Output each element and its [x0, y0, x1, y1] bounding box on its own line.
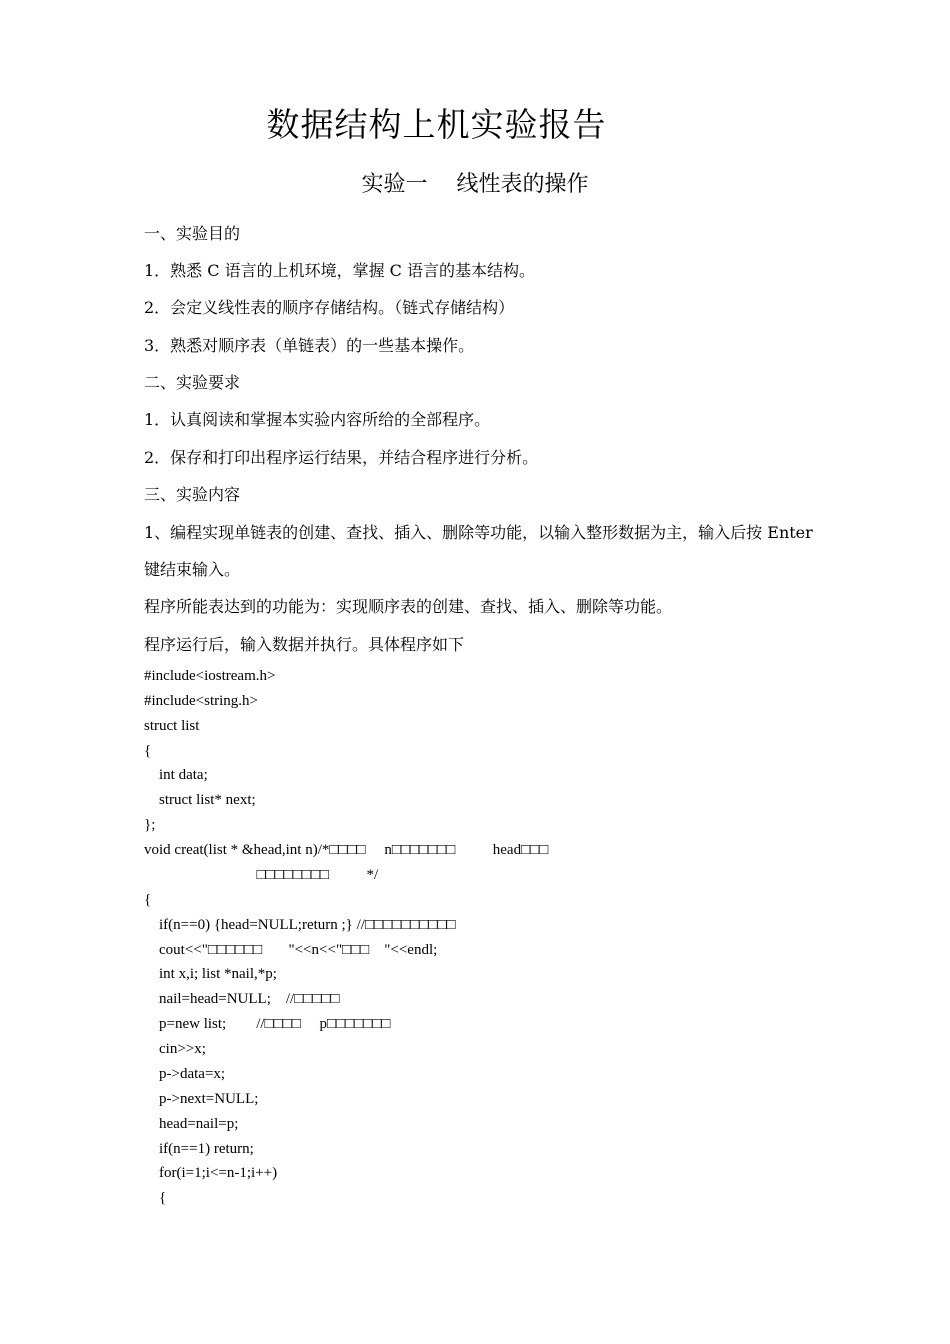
code-line: {	[144, 1190, 167, 1206]
code-line: cin>>x;	[144, 1041, 206, 1057]
code-line: nail=head=NULL; //□□□□□	[144, 991, 340, 1007]
code-line: if(n==1) return;	[144, 1141, 254, 1157]
body-line: 3．熟悉对顺序表（单链表）的一些基本操作。	[144, 336, 475, 355]
experiment-subtitle: 实验一 线性表的操作	[361, 172, 589, 197]
code-line: #include<iostream.h>	[144, 668, 276, 684]
body-line: 2．保存和打印出程序运行结果，并结合程序进行分析。	[144, 448, 539, 467]
code-line: {	[144, 892, 152, 908]
report-title: 数据结构上机实验报告	[266, 105, 607, 144]
code-line: p=new list; //□□□□ p□□□□□□□	[144, 1016, 391, 1032]
code-line: #include<string.h>	[144, 693, 258, 709]
body-line: 2．会定义线性表的顺序存储结构。（链式存储结构）	[144, 298, 515, 317]
code-line: for(i=1;i<=n-1;i++)	[144, 1165, 278, 1181]
body-line: 1．认真阅读和掌握本实验内容所给的全部程序。	[144, 410, 491, 429]
code-line: };	[144, 817, 156, 833]
code-line: {	[144, 743, 152, 759]
code-line: int data;	[144, 767, 208, 783]
body-line: 程序运行后，输入数据并执行。具体程序如下	[144, 635, 465, 654]
body-line: 键结束输入。	[144, 560, 241, 579]
section-heading: 二、实验要求	[144, 373, 241, 392]
code-line: head=nail=p;	[144, 1116, 239, 1132]
body-line: 1．熟悉 C 语言的上机环境，掌握 C 语言的基本结构。	[144, 261, 536, 280]
code-line: struct list* next;	[144, 792, 256, 808]
code-line: void creat(list * &head,int n)/*□□□□ n□□□□□□□ head□□□	[144, 842, 549, 858]
code-line: p->data=x;	[144, 1066, 226, 1082]
code-line: int x,i; list *nail,*p;	[144, 966, 277, 982]
code-line: cout<<"□□□□□□ "<<n<<"□□□ "<<endl;	[144, 942, 438, 958]
code-line: if(n==0) {head=NULL;return ;} //□□□□□□□□□□	[144, 917, 456, 933]
section-heading: 三、实验内容	[144, 485, 241, 504]
section-heading: 一、实验目的	[144, 224, 241, 243]
body-line: 程序所能表达到的功能为：实现顺序表的创建、查找、插入、删除等功能。	[144, 597, 673, 616]
code-line: p->next=NULL;	[144, 1091, 259, 1107]
code-line: struct list	[144, 718, 200, 734]
body-line: 1、编程实现单链表的创建、查找、插入、删除等功能，以输入整形数据为主，输入后按 Enter	[144, 523, 813, 542]
code-line: □□□□□□□□ */	[144, 867, 379, 883]
